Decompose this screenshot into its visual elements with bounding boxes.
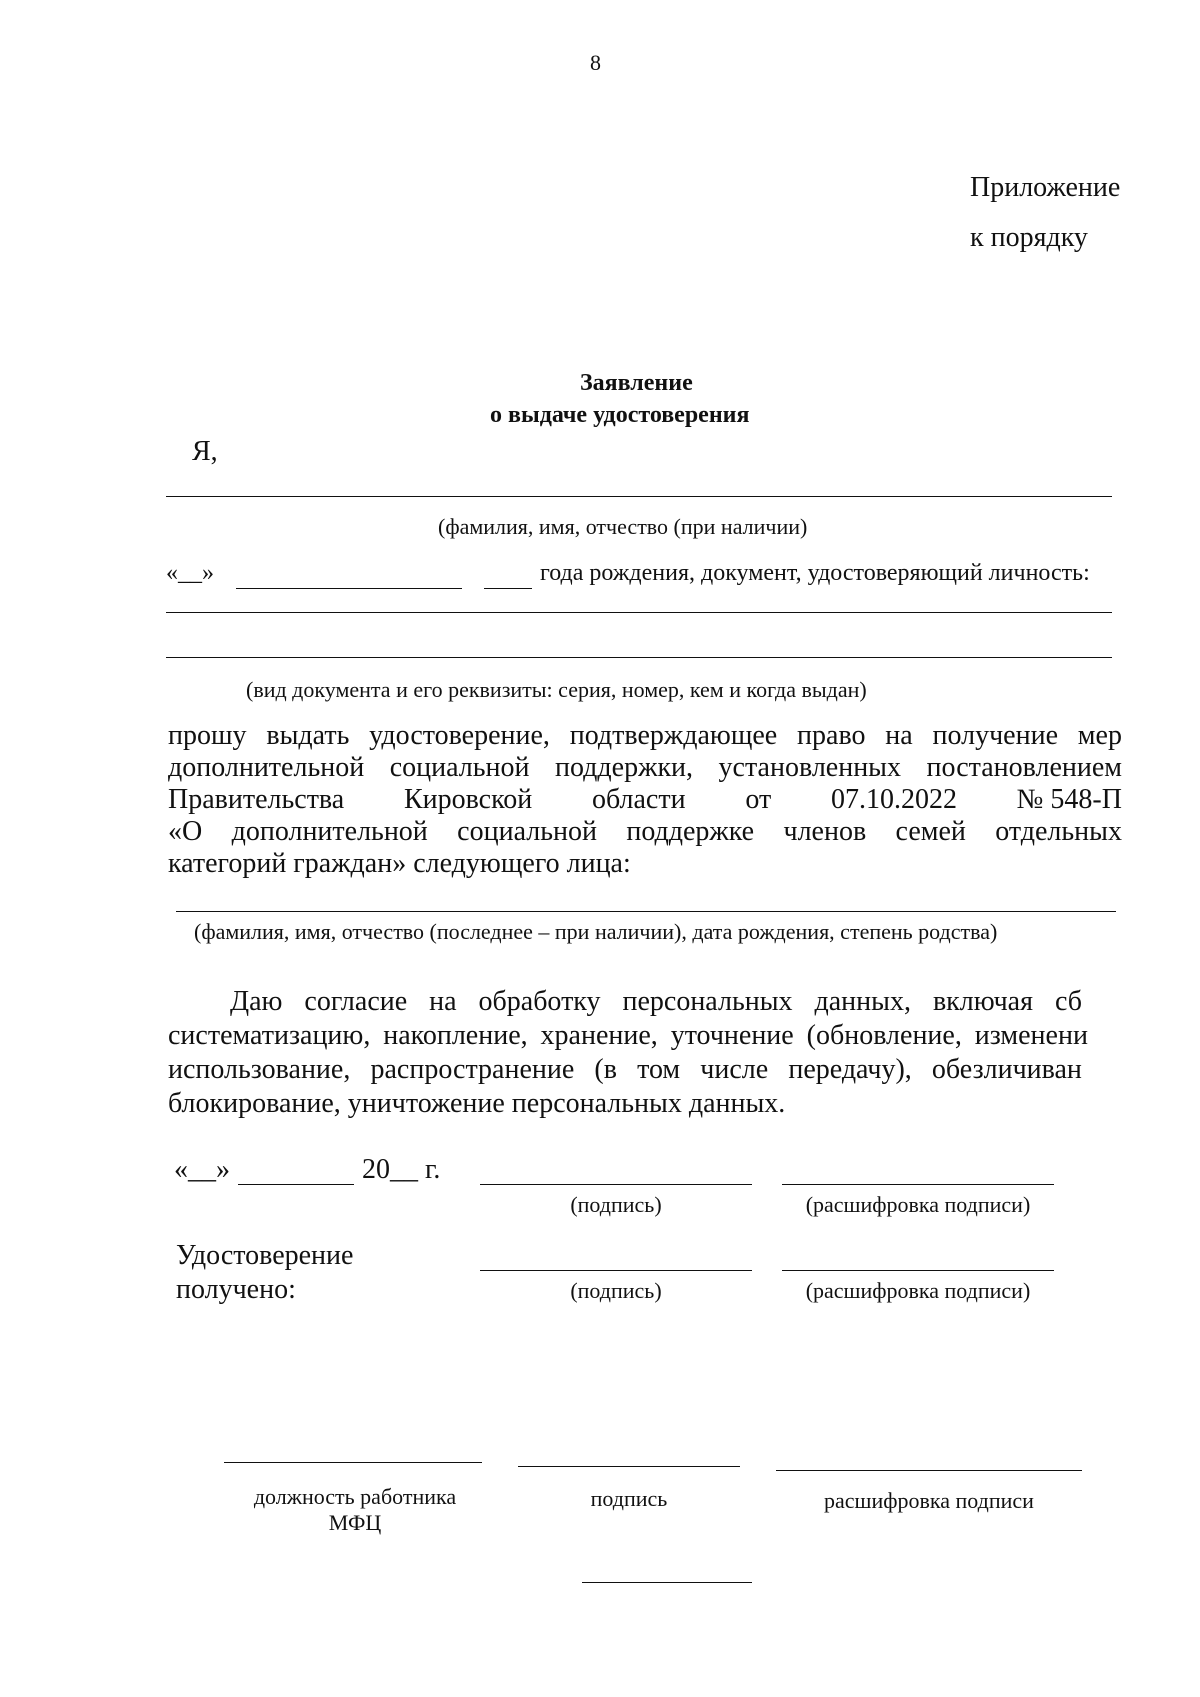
- received-decode-caption: (расшифровка подписи): [805, 1278, 1031, 1303]
- request-word: Кировской: [403, 784, 533, 815]
- document-caption: (вид документа и его реквизиты: серия, номер, кем и когда выдан): [246, 677, 867, 702]
- request-word: 07.10.2022: [830, 784, 957, 815]
- consent-word: передачу),: [788, 1054, 912, 1085]
- person-line[interactable]: [176, 911, 1116, 912]
- consent-word: (обновление,: [806, 1020, 962, 1051]
- consent-line-3: [168, 1054, 1082, 1086]
- person-caption: (фамилия, имя, отчество (последнее – при наличии), дата рождения, степень родства): [194, 919, 998, 944]
- mfc-decode-line[interactable]: [776, 1470, 1082, 1471]
- request-word: социальной: [389, 752, 530, 783]
- request-word: социальной: [457, 816, 597, 847]
- appendix-line2: к порядку: [970, 222, 1088, 253]
- decode-line[interactable]: [782, 1184, 1054, 1185]
- consent-word: на: [429, 986, 457, 1017]
- request-line-4: [168, 816, 1122, 848]
- consent-word: обработку: [478, 986, 601, 1017]
- consent-word: изменени: [974, 1020, 1088, 1051]
- request-word: Правительства: [168, 784, 345, 815]
- request-word: членов: [783, 816, 867, 847]
- request-word: мер: [1077, 720, 1122, 751]
- page-number: 8: [590, 50, 601, 75]
- document-subtitle: о выдаче удостоверения: [490, 402, 750, 428]
- consent-line-2: [168, 1020, 1088, 1052]
- received-label-2: получено:: [176, 1274, 296, 1305]
- consent-word: хранение,: [540, 1020, 658, 1051]
- request-word: удостоверение,: [369, 720, 550, 751]
- document-line-2[interactable]: [166, 657, 1112, 658]
- mfc-decode-caption: расшифровка подписи: [824, 1488, 1034, 1513]
- request-word: постановлением: [926, 752, 1122, 783]
- document-title: Заявление: [580, 370, 693, 396]
- consent-word: распространение: [370, 1054, 575, 1085]
- consent-word: включая: [932, 986, 1033, 1017]
- received-signature-line[interactable]: [480, 1270, 752, 1271]
- mfc-position-caption-1: должность работника: [253, 1484, 457, 1509]
- consent-word: согласие: [304, 986, 408, 1017]
- received-signature-caption: (подпись): [570, 1278, 662, 1303]
- consent-word: (в: [594, 1054, 617, 1085]
- consent-word: обезличиван: [931, 1054, 1082, 1085]
- request-word: № 548-П: [1016, 784, 1122, 815]
- date-quote: «__»: [174, 1154, 230, 1185]
- appendix-line1: Приложение: [970, 172, 1121, 203]
- request-word: поддержке: [626, 816, 755, 847]
- received-decode-line[interactable]: [782, 1270, 1054, 1271]
- mfc-signature-caption: подпись: [590, 1486, 668, 1511]
- request-line-5: категорий граждан» следующего лица:: [168, 848, 631, 879]
- request-line-2: [168, 752, 1122, 784]
- received-label-1: Удостоверение: [176, 1240, 354, 1271]
- date-month-line[interactable]: [238, 1184, 354, 1185]
- fio-line[interactable]: [166, 496, 1112, 497]
- consent-word: уточнение: [670, 1020, 794, 1051]
- consent-line-4: блокирование, уничтожение персональных данных.: [168, 1088, 786, 1119]
- request-word: дополнительной: [168, 752, 365, 783]
- birth-doc-text: года рождения, документ, удостоверяющий личность:: [540, 560, 1090, 586]
- request-word: подтверждающее: [569, 720, 778, 751]
- consent-word: данных,: [814, 986, 911, 1017]
- mfc-position-caption-2: МФЦ: [328, 1510, 382, 1535]
- date-year: 20__ г.: [362, 1154, 441, 1185]
- mfc-extra-line[interactable]: [582, 1582, 752, 1583]
- document-line-1[interactable]: [166, 612, 1112, 613]
- signature-caption: (подпись): [570, 1192, 662, 1217]
- request-word: семей: [895, 816, 966, 847]
- birth-year-line[interactable]: [484, 588, 532, 589]
- mfc-position-line[interactable]: [224, 1462, 482, 1463]
- request-word: поддержки,: [555, 752, 694, 783]
- consent-word: персональных: [622, 986, 793, 1017]
- fio-caption: (фамилия, имя, отчество (при наличии): [438, 514, 808, 539]
- consent-word: накопление,: [383, 1020, 528, 1051]
- decode-caption: (расшифровка подписи): [805, 1192, 1031, 1217]
- request-line-3: [168, 784, 1122, 816]
- mfc-signature-line[interactable]: [518, 1466, 740, 1467]
- applicant-ya: Я,: [192, 436, 218, 467]
- consent-word: том: [637, 1054, 681, 1085]
- request-word: на: [885, 720, 913, 751]
- request-word: «О: [168, 816, 203, 847]
- request-word: выдать: [266, 720, 350, 751]
- birth-month-line[interactable]: [236, 588, 462, 589]
- consent-word: числе: [700, 1054, 769, 1085]
- request-word: получение: [932, 720, 1058, 751]
- request-word: области: [591, 784, 686, 815]
- request-word: отдельных: [995, 816, 1122, 847]
- consent-word: использование,: [168, 1054, 351, 1085]
- request-word: установленных: [718, 752, 901, 783]
- signature-line[interactable]: [480, 1184, 752, 1185]
- request-word: от: [745, 784, 772, 815]
- consent-line-1: [230, 986, 1082, 1018]
- consent-word: Даю: [230, 986, 283, 1017]
- request-word: дополнительной: [231, 816, 428, 847]
- birth-date-quote: «__»: [166, 560, 214, 586]
- consent-word: сб: [1054, 986, 1082, 1017]
- consent-word: систематизацию,: [168, 1020, 371, 1051]
- request-word: право: [797, 720, 866, 751]
- request-line-1: [168, 720, 1122, 752]
- request-word: прошу: [168, 720, 247, 751]
